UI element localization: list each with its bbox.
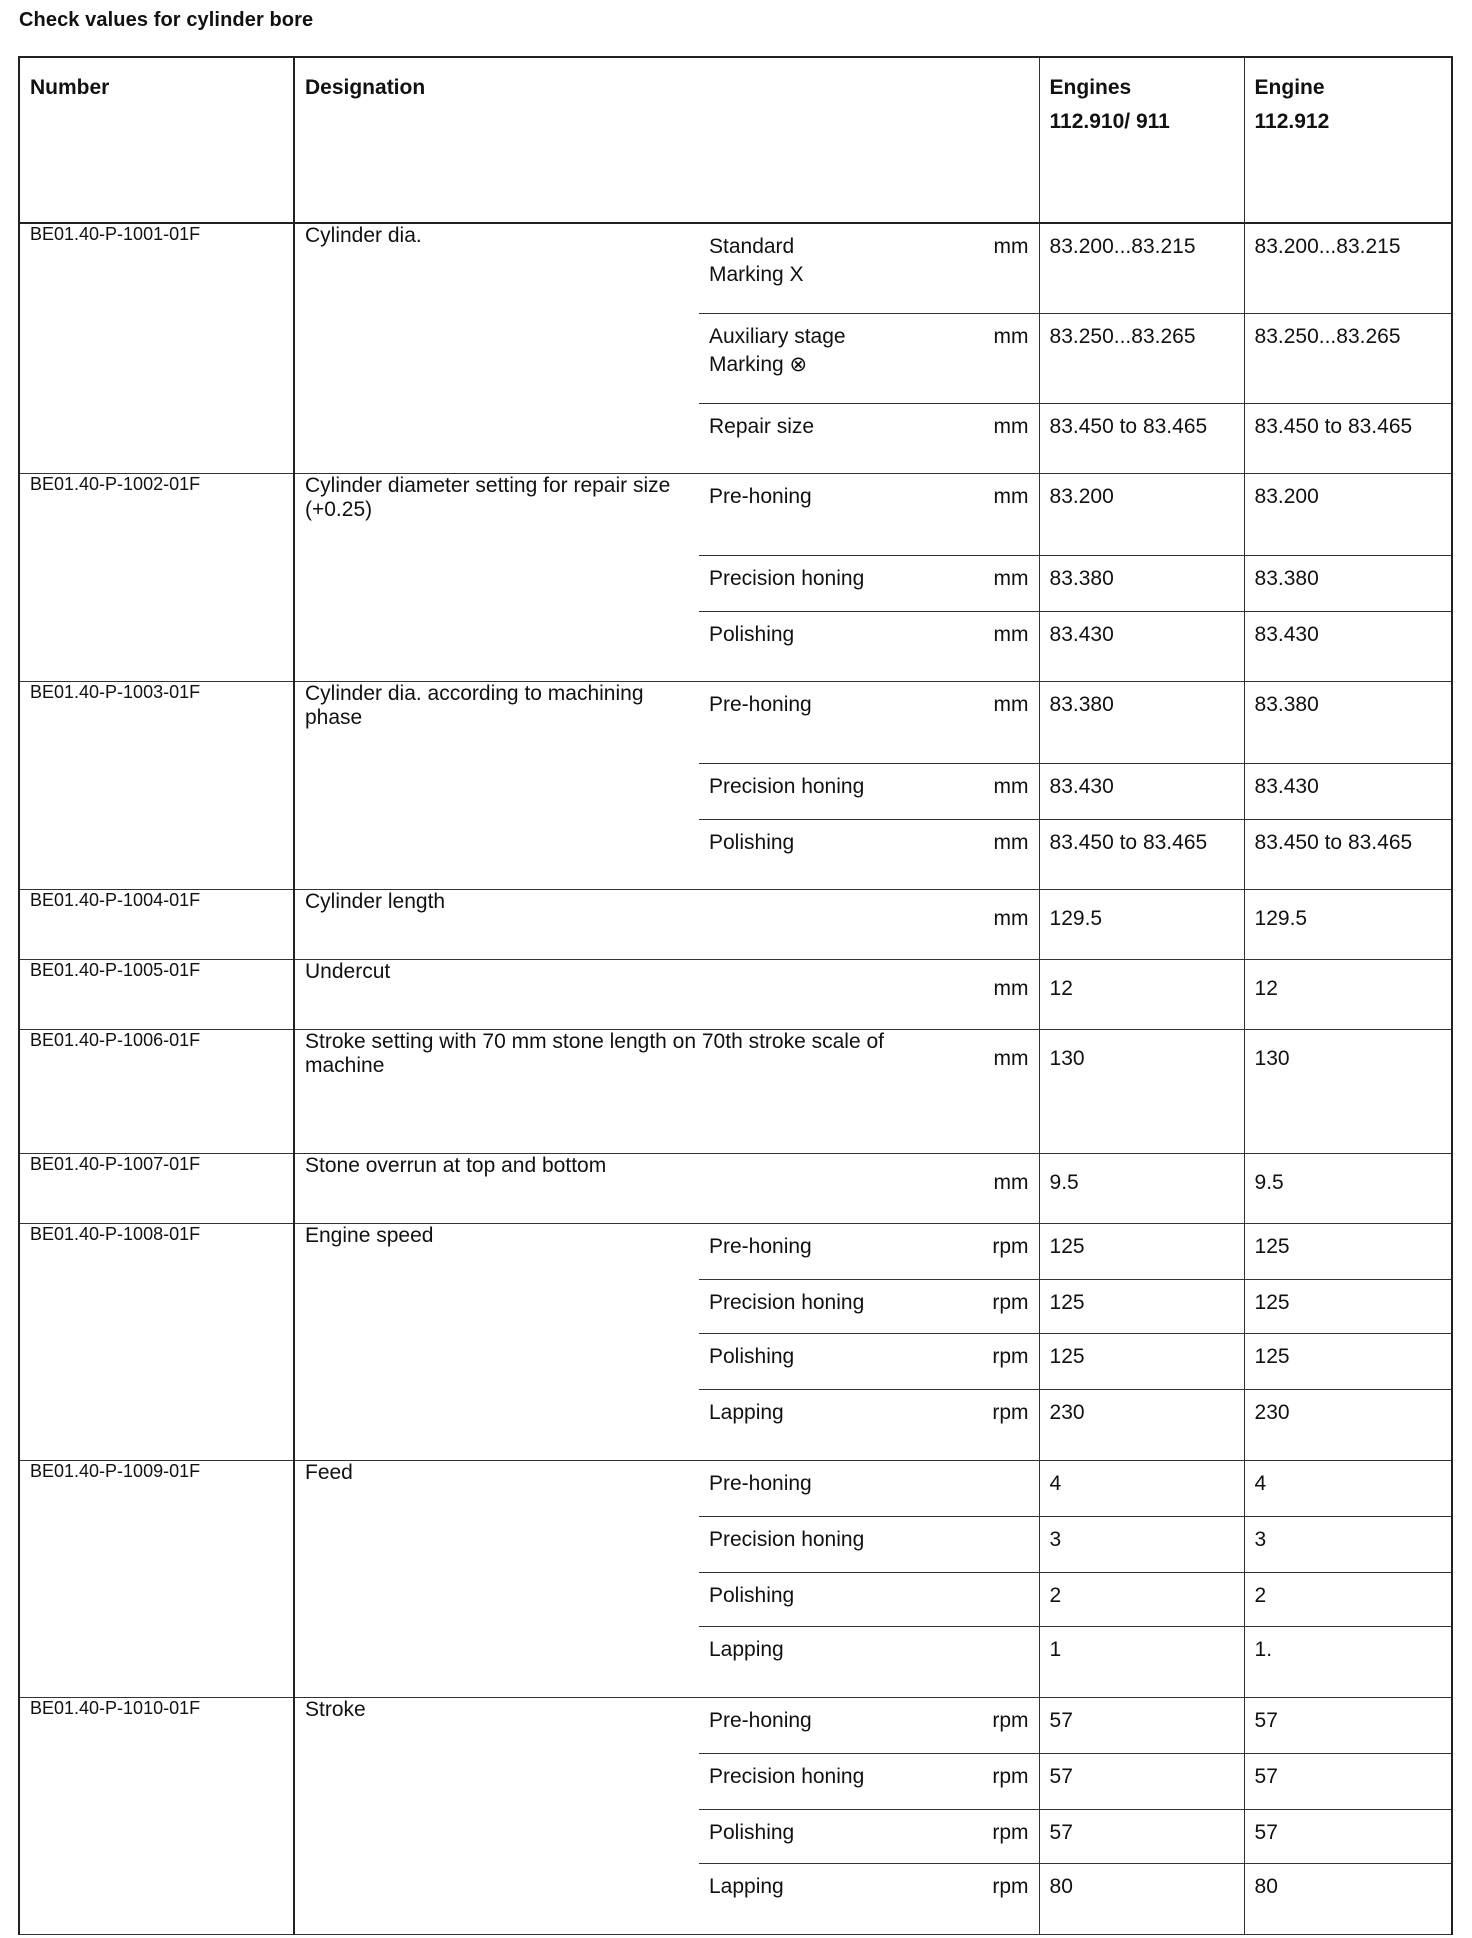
table-row <box>19 681 1452 763</box>
row-unit: mm <box>979 555 1039 611</box>
row-subdesignation <box>699 611 979 681</box>
header-engines-112910-911: Engines 112.910/ 911 <box>1039 57 1244 223</box>
value-engine-112910-911: 125 <box>1039 1223 1244 1279</box>
subdesignation-label: Lapping <box>709 1400 784 1424</box>
header-number: Number <box>19 57 294 223</box>
table-row <box>19 889 1452 959</box>
row-unit: mm <box>979 403 1039 473</box>
row-unit: mm <box>979 1029 1039 1153</box>
row-unit: rpm <box>979 1223 1039 1279</box>
row-subdesignation <box>699 681 979 763</box>
row-subdesignation <box>699 819 979 889</box>
subdesignation-label: Repair size <box>709 414 815 438</box>
header-engine-112912: Engine 112.912 <box>1244 57 1452 223</box>
row-designation: Stone overrun at top and bottom <box>294 1153 979 1223</box>
page-title: Check values for cylinder bore <box>19 9 314 31</box>
value-engine-112912: 57 <box>1244 1809 1452 1863</box>
subdesignation-label: Pre-honing <box>709 1234 812 1258</box>
value-engine-112910-911: 83.200...83.215 <box>1039 223 1244 313</box>
row-subdesignation <box>699 1863 979 1934</box>
row-number: BE01.40-P-1004-01F <box>19 889 294 959</box>
value-engine-112912: 83.200...83.215 <box>1244 223 1452 313</box>
table-row <box>19 473 1452 555</box>
value-engine-112910-911: 80 <box>1039 1863 1244 1934</box>
value-engine-112910-911: 1 <box>1039 1626 1244 1697</box>
row-subdesignation <box>699 1516 979 1572</box>
row-unit <box>979 1460 1039 1516</box>
subdesignation-label: Polishing <box>709 1344 795 1368</box>
row-number: BE01.40-P-1006-01F <box>19 1029 294 1153</box>
value-engine-112910-911: 57 <box>1039 1809 1244 1863</box>
row-unit: rpm <box>979 1389 1039 1460</box>
value-engine-112910-911: 83.200 <box>1039 473 1244 555</box>
value-engine-112912: 9.5 <box>1244 1153 1452 1223</box>
value-engine-112910-911: 3 <box>1039 1516 1244 1572</box>
value-engine-112910-911: 83.430 <box>1039 611 1244 681</box>
row-unit: mm <box>979 223 1039 313</box>
table-row <box>19 959 1452 1029</box>
row-number: BE01.40-P-1001-01F <box>19 223 294 473</box>
row-unit: mm <box>979 611 1039 681</box>
subdesignation-label: Pre-honing <box>709 1471 812 1495</box>
subdesignation-marking: Marking ⊗ <box>709 352 808 376</box>
row-unit: rpm <box>979 1863 1039 1934</box>
row-subdesignation <box>699 1223 979 1279</box>
value-engine-112912: 230 <box>1244 1389 1452 1460</box>
row-number: BE01.40-P-1010-01F <box>19 1697 294 1934</box>
row-subdesignation <box>699 1572 979 1626</box>
row-unit <box>979 1572 1039 1626</box>
subdesignation-label: Precision honing <box>709 774 865 798</box>
row-subdesignation <box>699 555 979 611</box>
row-subdesignation <box>699 1333 979 1389</box>
row-designation: Stroke setting with 70 mm stone length on 70th stroke scale of machine <box>294 1029 979 1153</box>
value-engine-112912: 83.430 <box>1244 763 1452 819</box>
value-engine-112910-911: 83.450 to 83.465 <box>1039 403 1244 473</box>
subdesignation-label: Pre-honing <box>709 1708 812 1732</box>
value-engine-112910-911: 83.250...83.265 <box>1039 313 1244 403</box>
table-row <box>19 1223 1452 1279</box>
table-row <box>19 1697 1452 1753</box>
row-unit: rpm <box>979 1697 1039 1753</box>
value-engine-112912: 12 <box>1244 959 1452 1029</box>
value-engine-112912: 125 <box>1244 1279 1452 1333</box>
row-subdesignation <box>699 223 979 313</box>
value-engine-112910-911: 2 <box>1039 1572 1244 1626</box>
value-engine-112912: 129.5 <box>1244 889 1452 959</box>
value-engine-112912: 125 <box>1244 1333 1452 1389</box>
value-engine-112910-911: 57 <box>1039 1697 1244 1753</box>
row-number: BE01.40-P-1005-01F <box>19 959 294 1029</box>
row-unit: mm <box>979 959 1039 1029</box>
value-engine-112912: 83.380 <box>1244 681 1452 763</box>
row-unit: mm <box>979 763 1039 819</box>
row-number: BE01.40-P-1007-01F <box>19 1153 294 1223</box>
value-engine-112912: 130 <box>1244 1029 1452 1153</box>
subdesignation-label: Polishing <box>709 830 795 854</box>
row-designation: Stroke <box>294 1697 699 1934</box>
row-subdesignation <box>699 1753 979 1809</box>
subdesignation-label: Precision honing <box>709 1290 865 1314</box>
row-subdesignation <box>699 1626 979 1697</box>
row-subdesignation <box>699 1389 979 1460</box>
row-subdesignation <box>699 313 979 403</box>
row-subdesignation <box>699 1279 979 1333</box>
row-designation: Cylinder length <box>294 889 979 959</box>
value-engine-112910-911: 230 <box>1039 1389 1244 1460</box>
row-unit: mm <box>979 819 1039 889</box>
row-unit: mm <box>979 681 1039 763</box>
row-designation: Cylinder dia. <box>294 223 699 473</box>
value-engine-112910-911: 125 <box>1039 1279 1244 1333</box>
table-row <box>19 1029 1452 1153</box>
value-engine-112910-911: 9.5 <box>1039 1153 1244 1223</box>
row-designation: Feed <box>294 1460 699 1697</box>
value-engine-112912: 83.250...83.265 <box>1244 313 1452 403</box>
value-engine-112910-911: 130 <box>1039 1029 1244 1153</box>
subdesignation-label: Auxiliary stage <box>709 324 846 348</box>
row-unit <box>979 1516 1039 1572</box>
row-designation: Cylinder dia. according to machining phase <box>294 681 699 889</box>
row-subdesignation <box>699 1809 979 1863</box>
row-unit: rpm <box>979 1279 1039 1333</box>
value-engine-112910-911: 125 <box>1039 1333 1244 1389</box>
subdesignation-label: Precision honing <box>709 566 865 590</box>
row-unit: mm <box>979 889 1039 959</box>
value-engine-112912: 125 <box>1244 1223 1452 1279</box>
subdesignation-label: Standard <box>709 235 795 258</box>
row-unit: mm <box>979 1153 1039 1223</box>
value-engine-112912: 57 <box>1244 1753 1452 1809</box>
value-engine-112910-911: 4 <box>1039 1460 1244 1516</box>
value-engine-112910-911: 57 <box>1039 1753 1244 1809</box>
subdesignation-marking: Marking X <box>709 263 804 286</box>
value-engine-112912: 83.380 <box>1244 555 1452 611</box>
row-unit: mm <box>979 313 1039 403</box>
row-designation: Engine speed <box>294 1223 699 1460</box>
row-designation: Undercut <box>294 959 979 1029</box>
value-engine-112910-911: 12 <box>1039 959 1244 1029</box>
row-unit <box>979 1626 1039 1697</box>
subdesignation-label: Lapping <box>709 1874 784 1898</box>
value-engine-112910-911: 129.5 <box>1039 889 1244 959</box>
value-engine-112912: 2 <box>1244 1572 1452 1626</box>
value-engine-112912: 4 <box>1244 1460 1452 1516</box>
value-engine-112912: 3 <box>1244 1516 1452 1572</box>
value-engine-112910-911: 83.430 <box>1039 763 1244 819</box>
subdesignation-label: Polishing <box>709 622 795 646</box>
row-unit: rpm <box>979 1333 1039 1389</box>
subdesignation-label: Pre-honing <box>709 692 812 716</box>
row-subdesignation <box>699 1697 979 1753</box>
subdesignation-label: Polishing <box>709 1820 795 1844</box>
row-subdesignation <box>699 403 979 473</box>
value-engine-112912: 1. <box>1244 1626 1452 1697</box>
table-row <box>19 1153 1452 1223</box>
row-designation: Cylinder diameter setting for repair size (+0.25) <box>294 473 699 681</box>
table-row <box>19 1460 1452 1516</box>
row-number: BE01.40-P-1008-01F <box>19 1223 294 1460</box>
row-number: BE01.40-P-1002-01F <box>19 473 294 681</box>
value-engine-112910-911: 83.380 <box>1039 681 1244 763</box>
value-engine-112912: 80 <box>1244 1863 1452 1934</box>
subdesignation-label: Precision honing <box>709 1527 865 1551</box>
subdesignation-label: Lapping <box>709 1637 784 1661</box>
value-engine-112912: 83.200 <box>1244 473 1452 555</box>
value-engine-112912: 83.430 <box>1244 611 1452 681</box>
value-engine-112910-911: 83.450 to 83.465 <box>1039 819 1244 889</box>
subdesignation-label: Polishing <box>709 1583 795 1607</box>
row-unit: rpm <box>979 1753 1039 1809</box>
value-engine-112912: 83.450 to 83.465 <box>1244 403 1452 473</box>
row-number: BE01.40-P-1003-01F <box>19 681 294 889</box>
row-number: BE01.40-P-1009-01F <box>19 1460 294 1697</box>
header-row <box>19 57 1452 223</box>
row-unit: mm <box>979 473 1039 555</box>
value-engine-112910-911: 83.380 <box>1039 555 1244 611</box>
table-row <box>19 223 1452 313</box>
row-unit: rpm <box>979 1809 1039 1863</box>
subdesignation-label: Pre-honing <box>709 484 812 508</box>
value-engine-112912: 83.450 to 83.465 <box>1244 819 1452 889</box>
header-designation: Designation <box>294 57 1039 223</box>
subdesignation-label: Precision honing <box>709 1764 865 1788</box>
check-values-table <box>18 56 1453 1935</box>
value-engine-112912: 57 <box>1244 1697 1452 1753</box>
row-subdesignation <box>699 473 979 555</box>
row-subdesignation <box>699 1460 979 1516</box>
row-subdesignation <box>699 763 979 819</box>
